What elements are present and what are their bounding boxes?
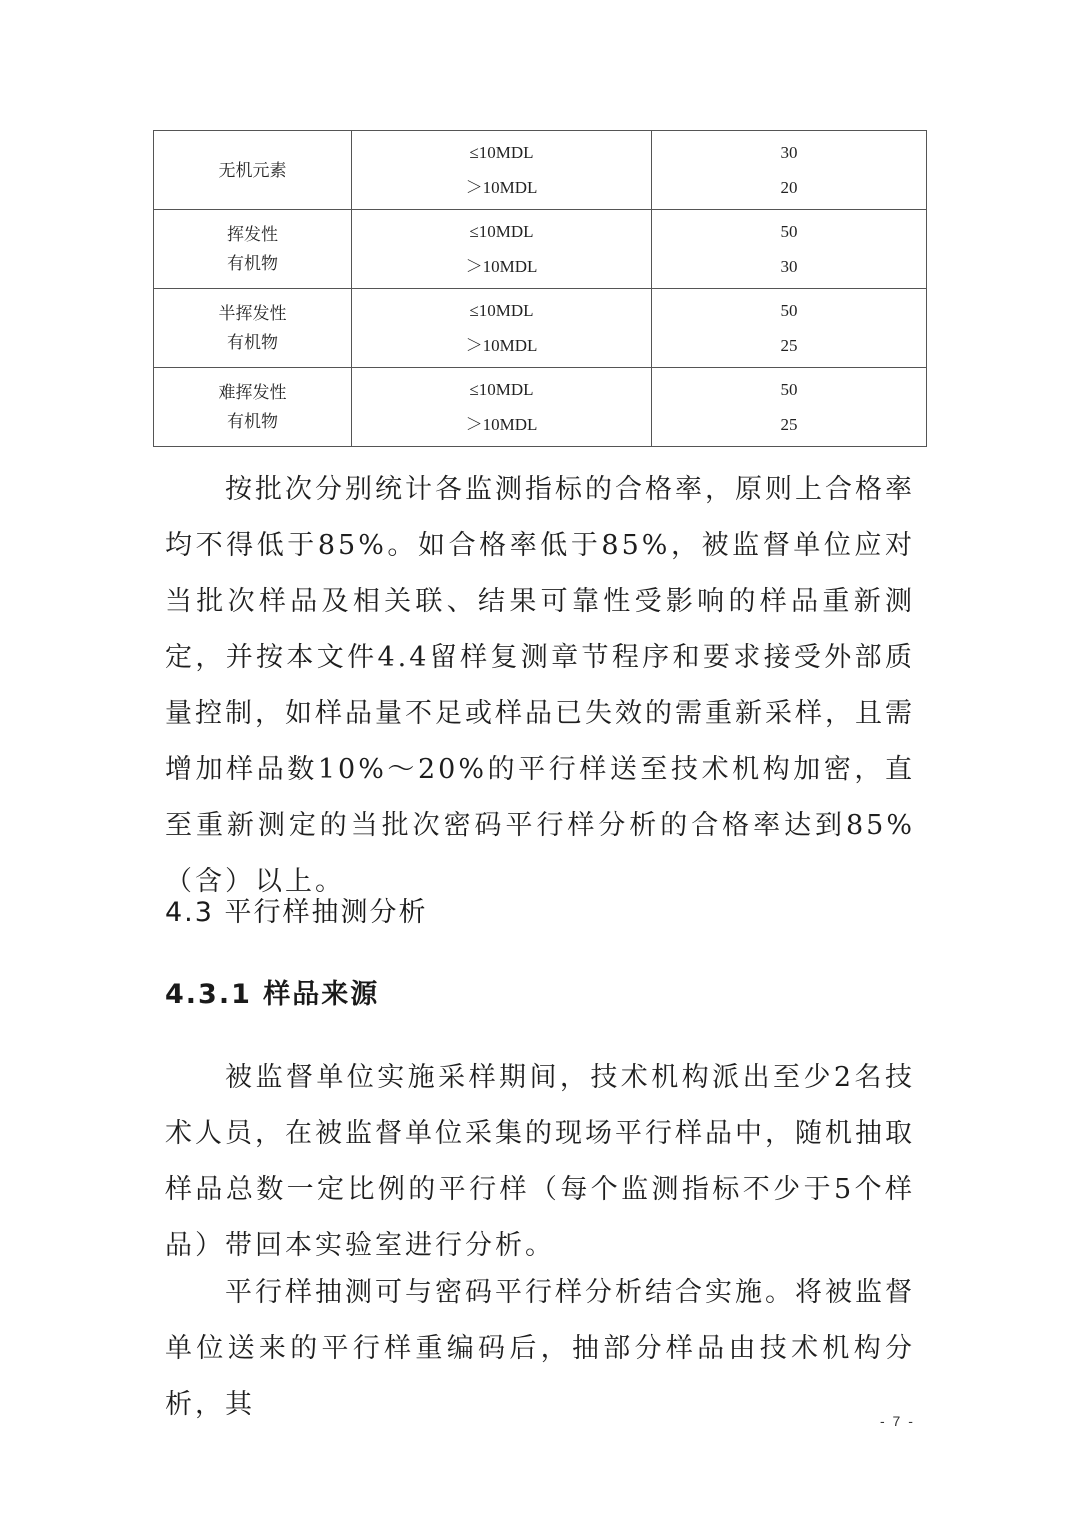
- range-cell: [352, 131, 652, 210]
- range-high: ＞10MDL: [465, 177, 538, 197]
- pass-rate-paragraph: 按批次分别统计各监测指标的合格率，原则上合格率均不得低于85%。如合格率低于85%，被监督单位应对当批次样品及相关联、结果可靠性受影响的样品重新测定，并按本文件4.4留样复测章节程序和要求接受外部质量控制，如样品量不足或样品已失效的需重新采样，且需增加样品数10%～20%的平行样送至技术机构加密，直至重新测定的当批次密码平行样分析的合格率达到85%（含）以上。: [165, 474, 915, 897]
- value-high: 25: [780, 414, 798, 434]
- category-line: 无机元素: [218, 160, 287, 180]
- quality-control-table: [153, 130, 927, 447]
- category-cell: [154, 289, 352, 368]
- category-cell: [154, 210, 352, 289]
- category-line: 难挥发性: [218, 383, 287, 402]
- value-cell: [652, 368, 927, 447]
- value-cell: [652, 131, 927, 210]
- category-cell: [154, 131, 352, 210]
- range-high: ＞10MDL: [465, 335, 538, 355]
- range-low: ≤10MDL: [469, 221, 534, 241]
- value-low: 30: [780, 142, 798, 162]
- value-cell: [652, 289, 927, 368]
- table-row: [154, 289, 927, 368]
- table-row: [154, 210, 927, 289]
- value-high: 25: [780, 335, 798, 355]
- category-line: 有机物: [227, 333, 278, 352]
- range-low: ≤10MDL: [469, 142, 534, 162]
- value-cell: [652, 210, 927, 289]
- category-line: 有机物: [227, 254, 278, 273]
- range-cell: [352, 368, 652, 447]
- parallel-sample-paragraph: 平行样抽测可与密码平行样分析结合实施。将被监督单位送来的平行样重编码后，抽部分样品由技术机构分析，其: [165, 1277, 915, 1420]
- value-low: 50: [780, 379, 798, 399]
- range-cell: [352, 210, 652, 289]
- range-cell: [352, 289, 652, 368]
- table-row: [154, 131, 927, 210]
- section-heading-4-3-1: 4.3.1 样品来源: [165, 979, 380, 1010]
- category-line: 半挥发性: [218, 304, 287, 323]
- sample-source-paragraph: 被监督单位实施采样期间，技术机构派出至少2名技术人员，在被监督单位采集的现场平行样品中，随机抽取样品总数一定比例的平行样（每个监测指标不少于5个样品）带回本实验室进行分析。: [165, 1062, 915, 1261]
- value-high: 30: [780, 256, 798, 276]
- range-high: ＞10MDL: [465, 256, 538, 276]
- table-row: [154, 368, 927, 447]
- section-heading-4-3: 4.3 平行样抽测分析: [165, 897, 428, 928]
- range-low: ≤10MDL: [469, 300, 534, 320]
- page-number: - 7 -: [880, 1413, 915, 1429]
- value-high: 20: [780, 177, 798, 197]
- value-low: 50: [780, 221, 798, 241]
- category-cell: [154, 368, 352, 447]
- range-low: ≤10MDL: [469, 379, 534, 399]
- range-high: ＞10MDL: [465, 414, 538, 434]
- category-line: 有机物: [227, 412, 278, 431]
- category-line: 挥发性: [227, 225, 278, 244]
- value-low: 50: [780, 300, 798, 320]
